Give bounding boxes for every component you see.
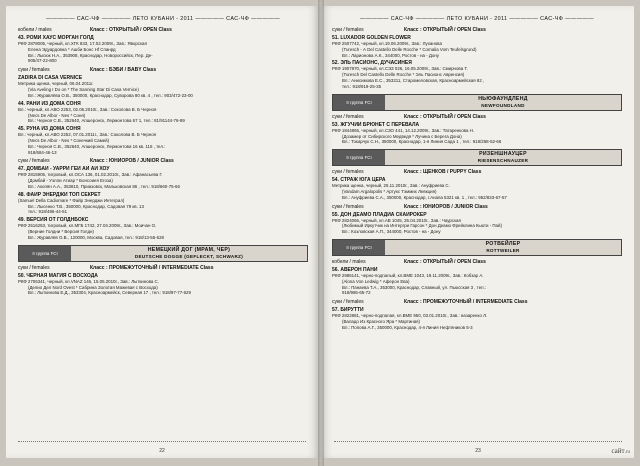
fci-group-label: II группа FCI xyxy=(333,150,385,165)
class-header-row xyxy=(332,114,622,120)
watermark xyxy=(611,447,630,455)
entry-title: 48. ФАЙР ЭНЕРДЖИ ТОП СЕКРЕТ xyxy=(18,191,101,198)
class-header-row xyxy=(18,158,308,164)
class-header-row xyxy=(332,169,622,175)
sex-label: суки / females xyxy=(18,264,50,271)
catalog-entry xyxy=(332,212,622,235)
catalog-entry xyxy=(332,177,622,200)
entry-line: (Necs De Albor - Nes * Соня) xyxy=(28,112,86,118)
breed-name-block xyxy=(385,150,621,165)
entry-line: РКФ 1844865, черный, кл.СЗО 441, 14.12.2009г., Зав.: Татаренкова Н. xyxy=(332,127,475,133)
class-label: Класс : БЭБИ / BABY Class xyxy=(90,67,157,74)
entry-line: РКФ 2516253, тигровый, кл.МГБ 1742, 27.04.2009г., Зав.: Моичан О. xyxy=(18,223,157,229)
entry-title: 54. СТРАЖ ЮГА ЦЕРА xyxy=(332,177,386,184)
sex-label: суки / females xyxy=(332,203,364,210)
entry-title: 43. РОМИ ХАУС МОРГАН ГОЛД xyxy=(18,35,94,41)
entry-line: РКФ 2878005, черный, кл.ХГК 833, 17.02.2009г., Зав.: Яворская xyxy=(18,41,147,46)
entry-title: 57. БИРУТТИ xyxy=(332,307,364,314)
entry-line: тел.: 918/919-25-35 xyxy=(342,83,382,89)
breed-heading-bar xyxy=(332,239,622,256)
entry-line: (Samuel Della Cadiomare * Файр Энерджи Интеграл) xyxy=(18,197,125,203)
breed-name-ru: РИЗЕНШНАУЦЕР xyxy=(479,151,527,157)
entry-line: (Делио Дел Nord Ovest * Сабрина Золотая Мажевая с Восхода) xyxy=(28,284,158,290)
breed-name-block xyxy=(385,95,621,110)
left-page-footer-rule xyxy=(18,441,306,442)
fci-group-label: II группа FCI xyxy=(333,95,385,110)
entry-line: (Vandam Argalopolis * Артукс Тэммих Левкция) xyxy=(342,188,437,194)
left-page-runhead: ————— САС-ЧФ ————— ЛЕТО КУБАНИ - 2011 ————— САС-ЧФ ————— xyxy=(45,16,281,22)
catalog-entry xyxy=(332,122,622,145)
class-label: Класс : ОТКРЫТЫЙ / OPEN Class xyxy=(90,27,172,33)
entry-line: (Via Aveling I Do on * The Sanning Star Di Casa Vernice) xyxy=(28,87,139,93)
breed-name-block xyxy=(71,246,307,261)
entry-line: (Alona Von Ledwig * Аферон Ева) xyxy=(342,278,410,284)
class-label: Класс : ПРОМЕЖУТОЧНЫЙ / INTERMEDIATE Class xyxy=(90,264,214,271)
entry-line: Вл.: Токарчук С.Н., 350000, Краснодар, 1-я Линия Сада 1 , тел.: 918/258-52-66 xyxy=(342,139,502,145)
catalog-entry xyxy=(332,60,622,89)
left-page-number: 22 xyxy=(159,448,165,454)
entry-line: Вл.: Ларионова А.К., 344000, Ростов - на - Дону xyxy=(342,52,439,58)
entry-line: Вл.: Черноя С.В., 352640, Апшеронск, Лермонтова 67 1, тел.: 81/91144-76-89 xyxy=(28,118,185,124)
class-label: Класс : ЩЕНКОВ / PUPPY Class xyxy=(404,169,482,176)
sex-label: суки / females xyxy=(18,158,50,165)
catalog-entry xyxy=(332,35,622,58)
sex-label: суки / females xyxy=(332,299,364,306)
breed-name-block xyxy=(385,240,621,255)
entry-line: РКФ 2706341, черный, кл.VNAZ 146, 15.05.2010г., Зав.: Лыткинова С. xyxy=(18,278,159,284)
entry-line: Елена Эдуардовна * Ашби Бонс Hf Спанрд xyxy=(28,46,116,52)
class-header-row xyxy=(332,204,622,210)
breed-name-en: ROTTWEILER xyxy=(486,247,520,253)
entry-line: Вл.: черный, кл.АВО 2252, 07.01.2011г., Зав.: Соколова В. Б Черноя xyxy=(18,132,157,138)
left-page-body xyxy=(18,27,308,296)
catalog-entry xyxy=(18,217,308,240)
entry-line: (Turesch - А Del Castello Delle Rocche * Cornalia Vom Teufelsgrund) xyxy=(342,46,477,52)
sex-label: суки / females xyxy=(18,67,50,74)
catalog-entry xyxy=(332,267,622,296)
entry-line: Метрика щенка, черный, 25.11.2010г., Зав.: Ануфриева С. xyxy=(332,183,450,189)
catalog-entry xyxy=(18,101,308,124)
right-page xyxy=(322,6,634,458)
watermark-text: сайт xyxy=(611,447,625,455)
fci-group-label: II группа FCI xyxy=(19,246,71,261)
entry-line: (Валадо Из Красного Яра * Мартиная) xyxy=(342,319,420,325)
breed-name-ru: НЕМЕЦКИЙ ДОГ (МРАМ, ЧЕР) xyxy=(147,246,231,253)
entry-line: Вл.: Ануфриева С.А., 350000, Краснодар, г.Анапа 5321 кв. 1 , тел.: 952/833-67-57 xyxy=(342,194,507,200)
entry-line: (Turesch Del Castello Delle Rocche * Эль Пасионс Авренсия) xyxy=(342,72,465,78)
catalog-entry xyxy=(18,75,308,98)
entry-line: РКФ 2822881, черно-подпалая, кл.ВМЕ 950, 03.01.2010г., Зав.: назаренко Л. xyxy=(332,313,488,319)
entry-line: 918/684-46-13 xyxy=(28,149,57,155)
left-page xyxy=(6,6,318,458)
class-label: Класс : ЮНИОРОВ / JUNIOR Class xyxy=(404,203,488,210)
entry-line: РКФ 2815905, тигровый, кл.ОСА 136, 01.02.2010г., Зав.: Афанасьева Г. xyxy=(18,172,163,178)
fci-group-label: II группа FCI xyxy=(333,240,385,255)
entry-title: 56. АВЕРОН ПАНИ xyxy=(332,267,378,273)
breed-heading-bar xyxy=(332,149,622,166)
catalog-entry xyxy=(18,35,308,64)
catalog-entry xyxy=(18,192,308,215)
entry-title: 47. ДОМБАЙ - УАРРИ ГЕЙ АЙ АЙ ХОУ xyxy=(18,166,110,173)
sex-label: суки / females xyxy=(332,169,364,176)
breed-name-en: RIESENSCHNAUZER xyxy=(477,157,529,163)
entry-line: (Любимый Иркутчик на Интергри Гарсон * Дон Деамо Фрейклина Кьюти - Пай) xyxy=(342,223,502,229)
entry-line: (Necs De Albor - Nes * Сонечкий Самей) xyxy=(28,137,110,143)
class-label: Класс : ОТКРЫТЫЙ / OPEN Class xyxy=(404,113,486,120)
entry-title: 55. ДОН ДЕАМО ПЛАДИА СКАЙРОКЕР xyxy=(332,211,427,218)
class-label: Класс : ПРОМЕЖУТОЧНЫЙ / INTERMEDIATE Class xyxy=(404,299,528,306)
breed-heading-bar xyxy=(332,94,622,111)
entry-title: 44. РАНИ ИЗ ДОМА СОНЯ xyxy=(18,100,81,107)
catalog-entry xyxy=(332,307,622,330)
class-label: Класс : ОТКРЫТЫЙ / OPEN Class xyxy=(404,259,486,265)
entry-line: Вл.: Козловская А.П., 344000, Ростов - на - Дону xyxy=(342,229,441,235)
breed-name-ru: НЬЮФАУНДЛЕНД xyxy=(478,95,528,102)
class-label: Класс : ЮНИОРОВ / JUNIOR Class xyxy=(90,158,174,165)
entry-line: Вл.: Лыткинова Е.Д., 353304, Красноармейск, Северная 17 , тел.: 918/97-77-629 xyxy=(28,290,191,296)
entry-title: 52. ЭЛЬ ПАСИОНС, ДУЧАСИНЕЯ xyxy=(332,60,412,67)
entry-line: Вл.: Журавлёв О.В., 120000, Москва, Садовая, тел.: 918/13-55-628 xyxy=(28,234,164,240)
entry-title: 49. ВЕРСИЯ ОТ ГОЛДНБОКС xyxy=(18,217,89,224)
entry-line: Вл.: Акопян А.А., 353810, Приазовск, Мальковская 86 , тел.: 918/660-75-66 xyxy=(28,184,180,189)
catalog-entry xyxy=(18,166,308,189)
breed-heading-bar xyxy=(18,245,308,262)
catalog-entry xyxy=(18,273,308,296)
entry-line: Вл.: Попова А.Г., 350000, Краснодар, 4-я Линия Нефтяников 5-3 xyxy=(342,324,473,330)
catalog-entry xyxy=(18,126,308,155)
entry-line: Вл.: Журавлёва О.В., 350000, Краснодар, Суворова 80 кв. 4 , тел.: 903/472-23-00 xyxy=(28,92,193,98)
class-header-row xyxy=(332,27,622,33)
entry-line: (Домбай - Уэлли Атиар * Бонсоиея Егоза) xyxy=(28,178,113,184)
entry-line: Вл.: Лысенко Т.В., 350000, Краснодар, Садовая 79 кв. 13 xyxy=(28,203,144,209)
entry-title: 51. LUXADOR GOLDEN FLOWER xyxy=(332,35,411,41)
class-header-row xyxy=(18,265,308,271)
entry-line: тел.: 918/486-44-51 xyxy=(28,209,68,215)
entry-line: РКФ 2507742, черный, кл.19.06.2009г., Зав.: Луханова xyxy=(332,41,442,46)
class-header-row xyxy=(332,259,622,265)
breed-name-en: NEWFOUNDLAND xyxy=(481,102,525,108)
entry-line: РКФ 1907870, черный, кл.СЭЗ 026, 16.05.2009г., Зав.: Смирнова Т. xyxy=(332,66,468,72)
entry-line: Вл.: Черноя С.В., 352640, Апшеронск, Лермонтова 16 кв. 115 , тел.: xyxy=(28,143,166,149)
entry-line: 918/986-65-72 xyxy=(342,290,371,296)
right-page-footer-rule xyxy=(334,441,622,442)
entry-title: ZADIRA DI CASA VERNICE xyxy=(18,75,83,82)
entry-line: 905/47-22-800 xyxy=(28,58,57,64)
sex-label: суки / females xyxy=(332,27,364,33)
entry-line: (Дозамер от Сибирского Медведя * Лучина с Берега Дона) xyxy=(342,133,462,139)
entry-line: (Верние Голдни * Версия Голдн) xyxy=(28,229,94,235)
sex-label: кобели / males xyxy=(332,259,366,265)
entry-line: РКФ 2986141, черно-подпалый, кл.ВМЕ 1043, 19.11.2009г., Зав.: Кобзар А. xyxy=(332,273,484,278)
entry-title: 45. РУНА ИЗ ДОМА СОНЯ xyxy=(18,126,81,133)
breed-name-en: DEUTSCHE DOGGE (GEFLECKT, SCHWARZ) xyxy=(134,253,244,259)
sex-label: кобели / males xyxy=(18,27,52,33)
breed-name-ru: РОТВЕЙЛЕР xyxy=(485,240,521,247)
book-gutter xyxy=(318,0,324,466)
entry-line: Вл.: Лысюк Н.А., 353908, Краснодар, Новороссийск, Пер. Де- xyxy=(28,52,153,58)
entry-line: Вл.: Панаева Т.А., 353000, Краснодар, Славный, ул. Пьюсская 3 , тел.: xyxy=(342,284,487,290)
entry-title: 53. ЖГУЧИЙ БРЮНЕТ С ПЕРЕВАЛА xyxy=(332,121,420,128)
entry-line: РКФ 2824066, черный, кл.АВ 1045, 26.04.2010г., Зав.: Чаурская xyxy=(332,217,461,223)
class-header-row xyxy=(18,27,308,33)
entry-line: Вл.: Анисимова Е.С., 353211, Старомеловская, Красноармейская 82 , xyxy=(342,78,485,84)
watermark-domain: .ru xyxy=(624,450,630,455)
class-header-row xyxy=(332,299,622,305)
entry-line: Вл.: черный, кл.АВО 2253, 02.06.2010г., Зав.: Соколова В. Б Черноя xyxy=(18,106,157,112)
entry-title: 50. ЧЕРНАЯ МАГИЯ С ВОСХОДА xyxy=(18,272,98,279)
right-page-number: 23 xyxy=(475,448,481,454)
class-label: Класс : ОТКРЫТЫЙ / OPEN Class xyxy=(404,27,486,33)
class-header-row xyxy=(18,67,308,73)
right-page-body xyxy=(332,27,622,331)
entry-line: Метрика щенка, черный, 06.04.2011г. xyxy=(18,81,94,87)
sex-label: суки / females xyxy=(332,113,364,120)
right-page-runhead: ————— САС-ЧФ ————— ЛЕТО КУБАНИ - 2011 ————— САС-ЧФ ————— xyxy=(359,16,595,22)
